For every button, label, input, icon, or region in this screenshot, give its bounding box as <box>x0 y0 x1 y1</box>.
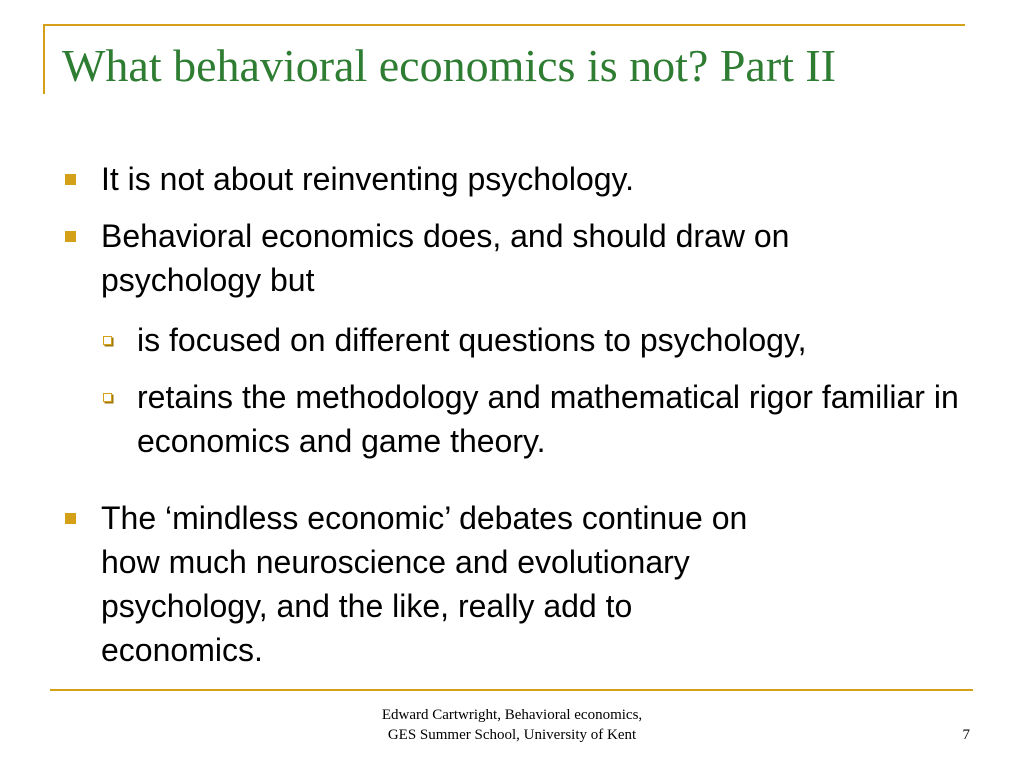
slide-title: What behavioral economics is not? Part II <box>62 40 837 91</box>
bullet-text-line-1: Behavioral economics does, and should draw on <box>101 218 790 254</box>
bullet-text: It is not about reinventing psychology. <box>101 161 635 197</box>
footer-rule <box>50 689 973 691</box>
footer <box>312 705 712 745</box>
bullet-text-line-2: how much neuroscience and evolutionary <box>101 544 690 580</box>
bullet-text-line-3: psychology, and the like, really add to <box>101 588 633 624</box>
footer-line-1: Edward Cartwright, Behavioral economics, <box>381 707 643 723</box>
footer-line-2: GES Summer School, University of Kent <box>387 727 637 743</box>
page-number: 7 <box>962 727 970 743</box>
filled-square-bullet-icon <box>65 174 76 185</box>
sub-bullet-item-1 <box>137 318 806 362</box>
bullet-item-2 <box>101 214 789 302</box>
sub-bullet-text-line-2: familiar in economics and game theory. <box>137 379 959 459</box>
bullet-text-line-1: The ‘mindless economic’ debates continue on <box>101 500 748 536</box>
filled-square-bullet-icon <box>65 513 76 524</box>
hollow-square-bullet-icon <box>103 393 112 402</box>
bullet-text-line-2: psychology but <box>101 262 315 298</box>
sub-bullet-item-2 <box>137 375 1024 463</box>
bullet-item-3 <box>101 496 747 672</box>
bullet-text-line-4: economics. <box>101 632 263 668</box>
sub-bullet-text: is focused on different questions to psychology, <box>137 322 807 358</box>
bullet-item-1 <box>101 157 634 201</box>
filled-square-bullet-icon <box>65 231 76 242</box>
sub-bullet-text-line-1: retains the methodology and mathematical rigor <box>137 379 813 415</box>
hollow-square-bullet-icon <box>103 336 112 345</box>
